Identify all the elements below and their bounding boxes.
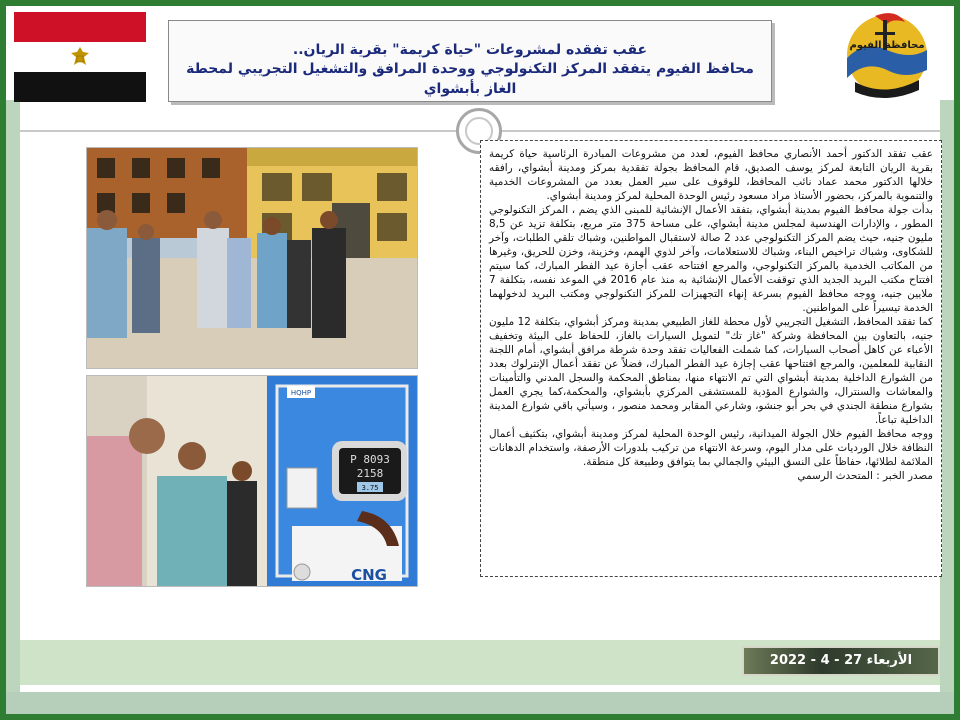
article-paragraph-3: كما تفقد المحافظ، التشغيل التجريبي لأول محطة للغاز الطبيعي بمدينة ومركز أبشواي، بتكلفة 12 مليون جنيه، بالتعاون بين المحافظة وشركة "غاز تك" لتمويل السيارات بالغاز، للحفاظ على البيئة وتخفيف الأعباء عن كاهل أصحاب السيارات، كما شملت الفعاليات تفقد وحدة شرطة مرافق أبشواي، أمام اللجنة النقابية للمعلمين، والمرجع افتتاحها عقب إجازة عيد الفطر المبارك، فضلاً عن تفقد أعمال الإنترلوك بعدد من الشوارع الداخلية بمدينة أبشواي التي تم الانتهاء منها، بمناطق المحكمة والسجل المدني والتأمينات والمعاشات والسنترال، والشوارع المؤدية للمستشفى المركزي بأبشواي، والمحكمة،كما يجري العمل بشوارع منطقة الجندي في بحر أبو جنشو، وشارعي المقابر ومحمد منصور ، وسيأتي باقي شوارع المدينة الداخلية تباعاً.: [489, 316, 933, 426]
divider-right: [502, 130, 940, 132]
right-band: [940, 100, 954, 710]
pump-brand: HQHP: [290, 389, 312, 397]
article-paragraph-1: عقب تفقد الدكتور أحمد الأنصاري محافظ الفيوم، لعدد من مشروعات المبادرة الرئاسية حياة كريمة بقرية الريان التابعة لمركز يوسف الصديق، قام المحافظ بجولة تفقدية بمركز ومدينة أبشواي، رافقه خلالها الدكتور محمد عماد نائب المحافظ، للوقوف على سير العمل بعدد من المشروعات الخدمية والتنموية بالمركز، بحضور الأستاذ مراد مسعود رئيس الوحدة المحلية لمركز ومدينة أبشواي.: [489, 148, 933, 202]
header-title-line2: محافظ الفيوم يتفقد المركز التكنولوجي ووحدة المرافق والتشغيل التجريبي لمحطة الغاز بأبشواي: [186, 61, 754, 97]
bottom-band: [6, 692, 954, 714]
article-paragraph-2: بدأت جولة محافظ الفيوم بمدينة أبشواي، بتفقد الأعمال الإنشائية للمبنى الذي يضم ، المركز التكنولوجي المطور ، والإدارات الهندسية لمجلس مدينة أبشواي، على مساحة 375 متر مربع، بتكلفة تزيد عن 8,5 مليون جنيه، حيث يضم المركز التكنولوجي عدد 2 صالة لاستقبال المواطنين، وشباك تلقي الطلبات، وآخر للشكاوى، وشباك تراخيص البناء، وشباك للاستعلامات، وآخر لذوي الهمم، وخزينة، وخزن للحريق، وغيرها من المكاتب الخدمية بالمركز التكنولوجي، والمرجع افتتاحه عقب أجازة عيد الفطر المبارك، كما سيتم افتتاح مكتب البريد الجديد الذي توقفت الأعمال الإنشائية به منذ عام 2016 في الموعد نفسه، بتكلفة 7 ملايين جنيه، ووجه محافظ الفيوم بسرعة إنهاء التجهيزات للمركز التكنولوجي ومكتب البريد لدخولهما الخدمة تيسيراً على المواطنين.: [489, 204, 934, 314]
cng-label: CNG: [351, 566, 387, 584]
logo-text: محافظة الفيوم: [849, 40, 925, 51]
date-badge: الأربعاء 27 - 4 - 2022: [742, 646, 940, 676]
governorate-logo: [835, 10, 935, 100]
photo-building-visit: [86, 147, 418, 369]
header-title-box: [168, 20, 772, 102]
pump-reading-3: 3.75: [361, 484, 379, 492]
eagle-icon: [69, 45, 91, 69]
pump-reading-2: 2158: [356, 467, 384, 480]
article-paragraph-4: ووجه محافظ الفيوم خلال الجولة الميدانية، رئيس الوحدة المحلية لمركز ومدينة أبشواي، بتكثيف أعمال النظافة خلال الورديات على مدار اليوم، وسرعة الانتهاء من تركيب بلدورات الأرصفة، واستخدام الدهانات الملائمة لطلائها، حفاظاً على النسق البيئي والجمالي بما يتوافق وطبيعة كل منطقة.: [489, 428, 933, 468]
divider-left: [20, 130, 456, 132]
left-band: [6, 100, 20, 710]
header-title-line1: عقب تفقده لمشروعات "حياة كريمة" بقرية الريان..: [292, 42, 648, 58]
pump-reading-1: P 8093: [350, 453, 390, 466]
article-source: مصدر الخبر : المتحدث الرسمي: [797, 470, 933, 482]
photo-cng-station: [86, 375, 418, 587]
egypt-flag-icon: [14, 12, 146, 102]
article-text-box: [480, 140, 942, 577]
